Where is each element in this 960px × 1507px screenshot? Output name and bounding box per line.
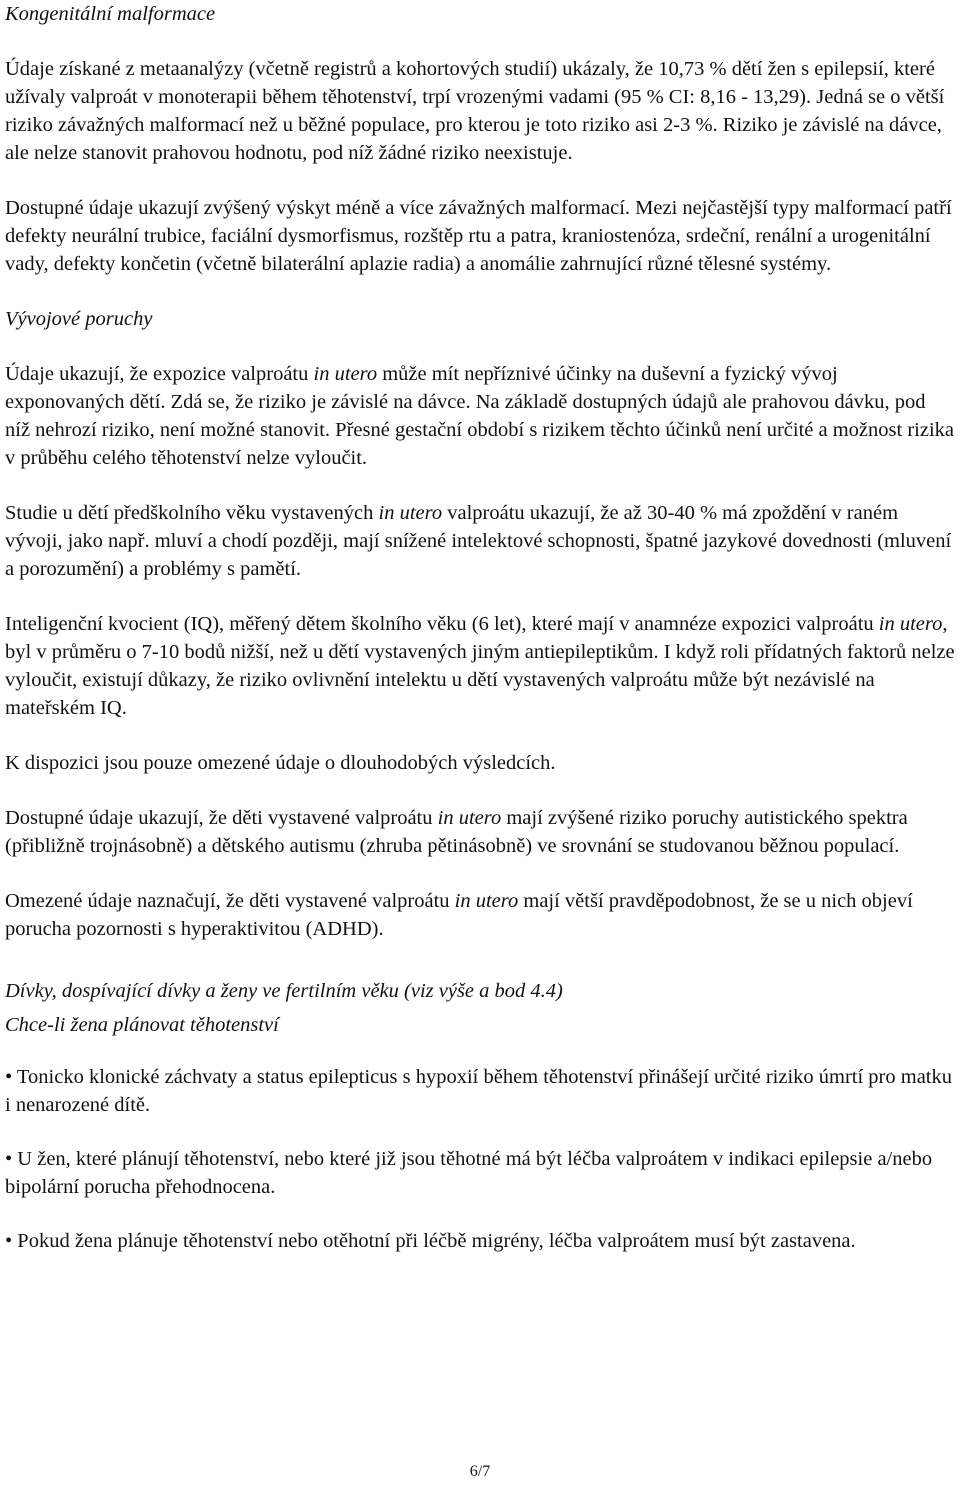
paragraph-development-5: Dostupné údaje ukazují, že děti vystavené valproátu in utero mají zvýšené riziko poruchy autistického spektra (přibližně trojnásobně) a dětského autismu (zhruba pětinásobně) ve srovnání se studovanou běžnou populací. xyxy=(5,807,908,857)
paragraph-development-1: Údaje ukazují, že expozice valproátu in utero může mít nepříznivé účinky na duševní a fyzický vývoj exponovaných dětí. Zdá se, že riziko je závislé na dávce. Na základě dostupných údajů ale prahovou dávku, pod níž nehrozí riziko, není možné stanovit. Přesné gestační období s rizikem těchto účinků není určité a možnost rizika v průběhu celého těhotenství nelze vyloučit. xyxy=(5,363,954,469)
in-utero-term: in utero xyxy=(313,363,378,385)
paragraph-development-6: Omezené údaje naznačují, že děti vystavené valproátu in utero mají větší pravděpodobnost, že se u nich objeví porucha pozornosti s hyperaktivitou (ADHD). xyxy=(5,890,913,940)
heading-women-fertile-age: Dívky, dospívající dívky a ženy ve fertilním věku (viz výše a bod 4.4) xyxy=(5,980,563,1002)
heading-malformations: Kongenitální malformace xyxy=(5,3,216,25)
paragraph-development-3: Inteligenční kvocient (IQ), měřený dětem školního věku (6 let), které mají v anamnéze expozici valproátu in utero, byl v průměru o 7-10 bodů nižší, než u dětí vystavených jiným antiepileptikům. I když roli přídatných faktorů nelze vyloučit, existují důkazy, že riziko ovlivnění intelektu u dětí vystavených valproátu může být nezávislé na mateřském IQ. xyxy=(5,613,955,719)
paragraph-malformations-1: Údaje získané z metaanalýzy (včetně registrů a kohortových studií) ukázaly, že 10,73 % dětí žen s epilepsií, které užívaly valproát v monoterapii během těhotenství, trpí vrozenými vadami (95 % CI: 8,16 - 13,29). Jedná se o větší riziko závažných malformací než u běžné populace, pro kterou je toto riziko asi 2-3 %. Riziko je závislé na dávce, ale nelze stanovit prahovou hodnotu, pod níž žádné riziko neexistuje. xyxy=(5,58,945,164)
in-utero-term: in utero xyxy=(437,807,502,829)
bullet-item: • Tonicko klonické záchvaty a status epilepticus s hypoxií během těhotenství přinášejí určité riziko úmrtí pro matku i nenarozené dítě. xyxy=(5,1066,952,1116)
document-page xyxy=(5,0,955,1255)
in-utero-term: in utero xyxy=(378,502,443,524)
paragraph-malformations-2: Dostupné údaje ukazují zvýšený výskyt méně a více závažných malformací. Mezi nejčastější typy malformací patří defekty neurální trubice, faciální dysmorfismus, rozštěp rtu a patra, kraniostenóza, srdeční, renální a urogenitální vady, defekty končetin (včetně bilaterální aplazie radia) a anomálie zahrnující různé tělesné systémy. xyxy=(5,197,952,275)
paragraph-development-4: K dispozici jsou pouze omezené údaje o dlouhodobých výsledcích. xyxy=(5,752,556,774)
in-utero-term: in utero xyxy=(454,890,519,912)
heading-development: Vývojové poruchy xyxy=(5,308,153,330)
subheading-planning-pregnancy: Chce-li žena plánovat těhotenství xyxy=(5,1014,279,1036)
paragraph-development-2: Studie u dětí předškolního věku vystavených in utero valproátu ukazují, že až 30-40 % má zpoždění v raném vývoji, jako např. mluví a chodí později, mají snížené intelektové schopnosti, špatné jazykové dovednosti (mluvení a porozumění) a problémy s pamětí. xyxy=(5,502,952,580)
page-number: 6/7 xyxy=(469,1463,491,1480)
bullet-item: • Pokud žena plánuje těhotenství nebo otěhotní při léčbě migrény, léčba valproátem musí být zastavena. xyxy=(5,1230,856,1252)
bullet-item: • U žen, které plánují těhotenství, nebo které již jsou těhotné má být léčba valproátem v indikaci epilepsie a/nebo bipolární porucha přehodnocena. xyxy=(5,1148,933,1198)
in-utero-term: in utero xyxy=(878,613,943,635)
